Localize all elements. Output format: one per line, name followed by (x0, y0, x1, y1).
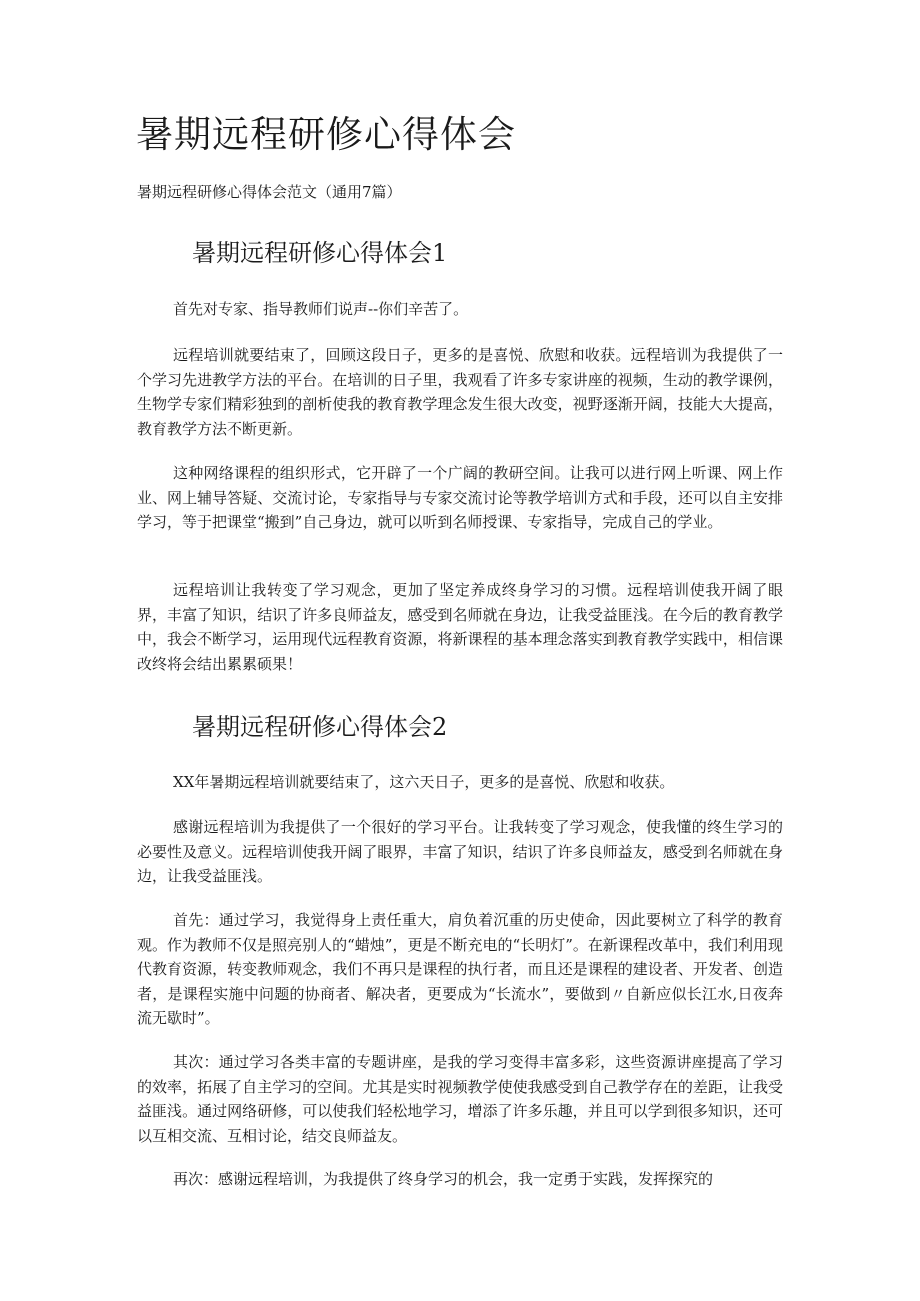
section-2-paragraph-5: 再次：感谢远程培训，为我提供了终身学习的机会，我一定勇于实践，发挥探究的 (173, 1170, 714, 1188)
section-2-paragraph-3: 首先：通过学习，我觉得身上责任重大，肩负着沉重的历史使命，因此要树立了科学的教育观。作为教师不仅是照亮别人的“蜡烛”，更是不断充电的“长明灯”。在新课程改革中，我们利用现代教育资源，转变教师观念，我们不再只是课程的执行者，而且还是课程的建设者、开发者、创造者，是课程实施中问题的协商者、解决者，更要成为“长流水”，要做到〃自新应似长江水,日夜奔流无歇时”。 (137, 911, 783, 1027)
section-2-paragraph-2: 感谢远程培训为我提供了一个很好的学习平台。让我转变了学习观念，使我懂的终生学习的必要性及意义。远程培训使我开阔了眼界，丰富了知识，结识了许多良师益友，感受到名师就在身边，让我受益匪浅。 (137, 818, 783, 885)
document-title: 暑期远程研修心得体会 (136, 113, 516, 156)
section-1-paragraph-3: 这种网络课程的组织形式，它开辟了一个广阔的教研空间。让我可以进行网上听课、网上作业、网上辅导答疑、交流讨论，专家指导与专家交流讨论等教学培训方式和手段，还可以自主安排学习，等于把课堂“搬到”自己身边，就可以听到名师授课、专家指导，完成自己的学业。 (137, 464, 783, 531)
section-2-paragraph-1: XX年暑期远程培训就要结束了，这六天日子，更多的是喜悦、欣慰和收获。 (173, 773, 675, 791)
section-1-paragraph-1: 首先对专家、指导教师们说声--你们辛苦了。 (173, 300, 469, 318)
document-subtitle: 暑期远程研修心得体会范文（通用7篇） (137, 183, 402, 201)
section-1-paragraph-2: 远程培训就要结束了，回顾这段日子，更多的是喜悦、欣慰和收获。远程培训为我提供了一个学习先进教学方法的平台。在培训的日子里，我观看了许多专家讲座的视频，生动的教学课例，生物学专家们精彩独到的剖析使我的教育教学理念发生很大改变，视野逐渐开阔，技能大大提高，教育教学方法不断更新。 (137, 346, 783, 438)
section-2-paragraph-4: 其次：通过学习各类丰富的专题讲座，是我的学习变得丰富多彩，这些资源讲座提高了学习的效率，拓展了自主学习的空间。尤其是实时视频教学使使我感受到自己教学存在的差距，让我受益匪浅。通过网络研修，可以使我们轻松地学习，增添了许多乐趣，并且可以学到很多知识，还可以互相交流、互相讨论，结交良师益友。 (137, 1053, 783, 1145)
section-1-paragraph-4: 远程培训让我转变了学习观念，更加了坚定养成终身学习的习惯。远程培训使我开阔了眼界，丰富了知识，结识了许多良师益友，感受到名师就在身边，让我受益匪浅。在今后的教育教学中，我会不断学习，运用现代远程教育资源，将新课程的基本理念落实到教育教学实践中，相信课改终将会结出累累硕果！ (137, 581, 783, 673)
section-1-heading: 暑期远程研修心得体会1 (192, 239, 448, 267)
section-2-heading: 暑期远程研修心得体会2 (192, 713, 448, 741)
